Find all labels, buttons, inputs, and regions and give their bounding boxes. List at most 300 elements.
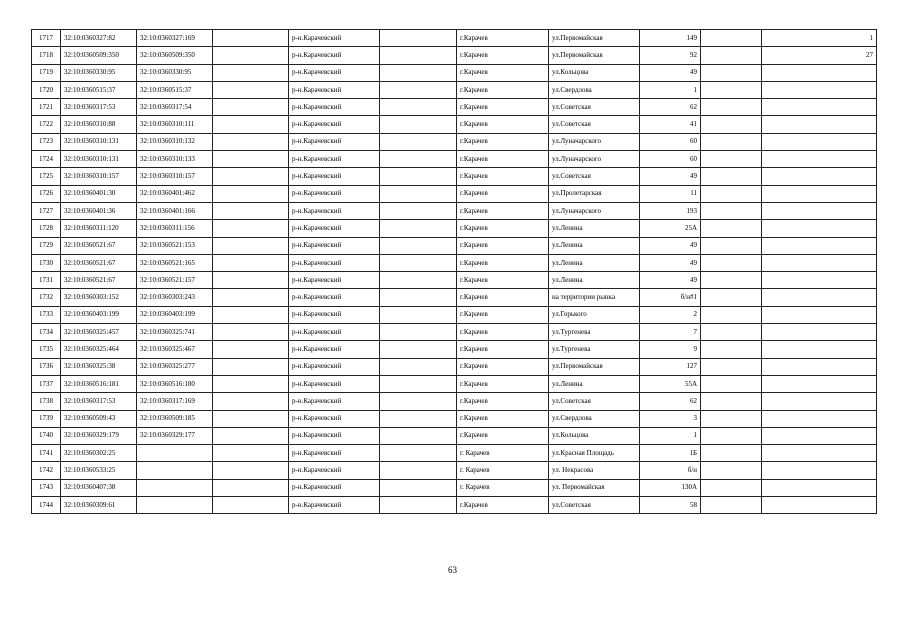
row-number-cell: 1734 — [32, 324, 61, 341]
empty-cell — [213, 462, 289, 479]
district-cell: р-н.Карачевский — [289, 64, 380, 81]
object-number-cell: 32:10:0360303:243 — [137, 289, 213, 306]
extra-cell — [701, 47, 762, 64]
empty-cell — [380, 220, 457, 237]
city-cell: г.Карачев — [457, 30, 549, 47]
street-cell: ул.Советская — [549, 393, 640, 410]
cadastral-number-cell: 32:10:0360401:30 — [61, 185, 137, 202]
table-row — [32, 133, 877, 150]
row-number-cell: 1723 — [32, 133, 61, 150]
street-cell: ул.Луначарского — [549, 202, 640, 219]
apartment-cell — [762, 168, 877, 185]
cadastral-number-cell: 32:10:0360401:36 — [61, 202, 137, 219]
apartment-cell — [762, 185, 877, 202]
apartment-cell — [762, 64, 877, 81]
city-cell: г. Карачев — [457, 462, 549, 479]
empty-cell — [213, 306, 289, 323]
table-row — [32, 30, 877, 47]
empty-cell — [213, 202, 289, 219]
cadastral-number-cell: 32:10:0360303:152 — [61, 289, 137, 306]
object-number-cell: 32:10:0360521:157 — [137, 272, 213, 289]
street-cell: ул.Советская — [549, 497, 640, 514]
empty-cell — [213, 393, 289, 410]
street-cell: ул.Советская — [549, 168, 640, 185]
empty-cell — [380, 30, 457, 47]
empty-cell — [380, 462, 457, 479]
house-number-cell: б/н — [640, 462, 701, 479]
apartment-cell — [762, 393, 877, 410]
table-row — [32, 99, 877, 116]
extra-cell — [701, 116, 762, 133]
empty-cell — [380, 358, 457, 375]
cadastral-number-cell: 32:10:0360327:82 — [61, 30, 137, 47]
row-number-cell: 1735 — [32, 341, 61, 358]
cadastral-number-cell: 32:10:0360325:38 — [61, 358, 137, 375]
apartment-cell — [762, 497, 877, 514]
district-cell: р-н.Карачевский — [289, 479, 380, 496]
row-number-cell: 1736 — [32, 358, 61, 375]
street-cell: ул.Свердлова — [549, 410, 640, 427]
empty-cell — [213, 64, 289, 81]
empty-cell — [213, 220, 289, 237]
cadastral-number-cell: 32:10:0360533:25 — [61, 462, 137, 479]
extra-cell — [701, 479, 762, 496]
street-cell: ул.Советская — [549, 99, 640, 116]
district-cell: р-н.Карачевский — [289, 30, 380, 47]
district-cell: р-н.Карачевский — [289, 393, 380, 410]
empty-cell — [380, 410, 457, 427]
table-row — [32, 479, 877, 496]
street-cell: ул.Ленина — [549, 220, 640, 237]
table-row — [32, 185, 877, 202]
row-number-cell: 1732 — [32, 289, 61, 306]
empty-cell — [213, 237, 289, 254]
apartment-cell — [762, 375, 877, 392]
apartment-cell — [762, 410, 877, 427]
row-number-cell: 1721 — [32, 99, 61, 116]
house-number-cell: 62 — [640, 393, 701, 410]
extra-cell — [701, 30, 762, 47]
row-number-cell: 1717 — [32, 30, 61, 47]
extra-cell — [701, 237, 762, 254]
empty-cell — [213, 168, 289, 185]
district-cell: р-н.Карачевский — [289, 289, 380, 306]
apartment-cell — [762, 99, 877, 116]
apartment-cell — [762, 254, 877, 271]
extra-cell — [701, 202, 762, 219]
table-row — [32, 220, 877, 237]
empty-cell — [380, 99, 457, 116]
table-row — [32, 289, 877, 306]
house-number-cell: 193 — [640, 202, 701, 219]
empty-cell — [213, 341, 289, 358]
apartment-cell — [762, 133, 877, 150]
city-cell: г.Карачев — [457, 47, 549, 64]
street-cell: ул. Некрасова — [549, 462, 640, 479]
district-cell: р-н.Карачевский — [289, 81, 380, 98]
city-cell: г.Карачев — [457, 81, 549, 98]
apartment-cell — [762, 289, 877, 306]
city-cell: г.Карачев — [457, 289, 549, 306]
cadastral-number-cell: 32:10:0360407:38 — [61, 479, 137, 496]
house-number-cell: 11 — [640, 185, 701, 202]
table-row — [32, 324, 877, 341]
house-number-cell: 49 — [640, 254, 701, 271]
district-cell: р-н.Карачевский — [289, 375, 380, 392]
cadastral-number-cell: 32:10:0360509:350 — [61, 47, 137, 64]
empty-cell — [213, 185, 289, 202]
city-cell: г.Карачев — [457, 410, 549, 427]
empty-cell — [213, 116, 289, 133]
extra-cell — [701, 133, 762, 150]
empty-cell — [380, 64, 457, 81]
extra-cell — [701, 185, 762, 202]
row-number-cell: 1743 — [32, 479, 61, 496]
street-cell: ул.Ленина — [549, 272, 640, 289]
city-cell: г.Карачев — [457, 254, 549, 271]
house-number-cell: 49 — [640, 272, 701, 289]
house-number-cell: 49 — [640, 168, 701, 185]
cadastral-number-cell: 32:10:0360521:67 — [61, 237, 137, 254]
object-number-cell: 32:10:0360325:277 — [137, 358, 213, 375]
city-cell: г.Карачев — [457, 497, 549, 514]
object-number-cell: 32:10:0360509:350 — [137, 47, 213, 64]
extra-cell — [701, 254, 762, 271]
house-number-cell: 127 — [640, 358, 701, 375]
object-number-cell: 32:10:0360310:111 — [137, 116, 213, 133]
object-number-cell: 32:10:0360521:153 — [137, 237, 213, 254]
table-row — [32, 64, 877, 81]
extra-cell — [701, 99, 762, 116]
district-cell: р-н.Карачевский — [289, 497, 380, 514]
extra-cell — [701, 64, 762, 81]
object-number-cell: 32:10:0360310:132 — [137, 133, 213, 150]
street-cell: ул.Первомайская — [549, 358, 640, 375]
row-number-cell: 1737 — [32, 375, 61, 392]
object-number-cell: 32:10:0360310:157 — [137, 168, 213, 185]
row-number-cell: 1739 — [32, 410, 61, 427]
row-number-cell: 1720 — [32, 81, 61, 98]
house-number-cell: 41 — [640, 116, 701, 133]
street-cell: ул.Свердлова — [549, 81, 640, 98]
district-cell: р-н.Карачевский — [289, 47, 380, 64]
house-number-cell: 7 — [640, 324, 701, 341]
empty-cell — [380, 237, 457, 254]
empty-cell — [213, 151, 289, 168]
object-number-cell: 32:10:0360317:54 — [137, 99, 213, 116]
street-cell: ул.Первомайская — [549, 30, 640, 47]
district-cell: р-н.Карачевский — [289, 462, 380, 479]
house-number-cell: 9 — [640, 341, 701, 358]
empty-cell — [213, 427, 289, 444]
street-cell: ул.Луначарского — [549, 133, 640, 150]
house-number-cell: 3 — [640, 410, 701, 427]
cadastral-number-cell: 32:10:0360325:464 — [61, 341, 137, 358]
house-number-cell: 62 — [640, 99, 701, 116]
cadastral-number-cell: 32:10:0360317:53 — [61, 99, 137, 116]
empty-cell — [213, 289, 289, 306]
extra-cell — [701, 410, 762, 427]
district-cell: р-н.Карачевский — [289, 151, 380, 168]
table-row — [32, 393, 877, 410]
district-cell: р-н.Карачевский — [289, 99, 380, 116]
empty-cell — [380, 133, 457, 150]
apartment-cell — [762, 202, 877, 219]
house-number-cell: 49 — [640, 64, 701, 81]
city-cell: г.Карачев — [457, 427, 549, 444]
object-number-cell: 32:10:0360521:165 — [137, 254, 213, 271]
street-cell: ул.Тургенева — [549, 324, 640, 341]
empty-cell — [213, 479, 289, 496]
district-cell: р-н.Карачевский — [289, 168, 380, 185]
row-number-cell: 1744 — [32, 497, 61, 514]
empty-cell — [380, 445, 457, 462]
empty-cell — [380, 324, 457, 341]
object-number-cell: 32:10:0360317:169 — [137, 393, 213, 410]
table-row — [32, 81, 877, 98]
empty-cell — [380, 254, 457, 271]
cadastral-number-cell: 32:10:0360330:95 — [61, 64, 137, 81]
cadastral-number-cell: 32:10:0360325:457 — [61, 324, 137, 341]
table-row — [32, 168, 877, 185]
district-cell: р-н.Карачевский — [289, 237, 380, 254]
empty-cell — [380, 427, 457, 444]
empty-cell — [380, 202, 457, 219]
extra-cell — [701, 220, 762, 237]
city-cell: г.Карачев — [457, 185, 549, 202]
object-number-cell: 32:10:0360311:156 — [137, 220, 213, 237]
house-number-cell: 55А — [640, 375, 701, 392]
apartment-cell — [762, 341, 877, 358]
empty-cell — [213, 99, 289, 116]
city-cell: г.Карачев — [457, 341, 549, 358]
house-number-cell: 25А — [640, 220, 701, 237]
city-cell: г.Карачев — [457, 358, 549, 375]
cadastral-number-cell: 32:10:0360516:181 — [61, 375, 137, 392]
empty-cell — [380, 393, 457, 410]
district-cell: р-н.Карачевский — [289, 445, 380, 462]
city-cell: г.Карачев — [457, 116, 549, 133]
empty-cell — [380, 168, 457, 185]
table-row — [32, 151, 877, 168]
district-cell: р-н.Карачевский — [289, 116, 380, 133]
street-cell: ул.Кольцова — [549, 64, 640, 81]
apartment-cell — [762, 116, 877, 133]
cadastral-number-cell: 32:10:0360309:61 — [61, 497, 137, 514]
table-row — [32, 237, 877, 254]
apartment-cell — [762, 220, 877, 237]
apartment-cell — [762, 151, 877, 168]
empty-cell — [213, 81, 289, 98]
row-number-cell: 1728 — [32, 220, 61, 237]
house-number-cell: 58 — [640, 497, 701, 514]
cadastral-number-cell: 32:10:0360310:131 — [61, 133, 137, 150]
city-cell: г. Карачев — [457, 479, 549, 496]
house-number-cell: 49 — [640, 237, 701, 254]
house-number-cell: 1 — [640, 427, 701, 444]
empty-cell — [380, 47, 457, 64]
empty-cell — [213, 375, 289, 392]
district-cell: р-н.Карачевский — [289, 202, 380, 219]
table-row — [32, 462, 877, 479]
empty-cell — [213, 254, 289, 271]
row-number-cell: 1725 — [32, 168, 61, 185]
extra-cell — [701, 358, 762, 375]
cadastral-number-cell: 32:10:0360302:25 — [61, 445, 137, 462]
apartment-cell — [762, 324, 877, 341]
table-row — [32, 254, 877, 271]
row-number-cell: 1733 — [32, 306, 61, 323]
extra-cell — [701, 306, 762, 323]
empty-cell — [380, 479, 457, 496]
table-row — [32, 375, 877, 392]
table-row — [32, 410, 877, 427]
apartment-cell — [762, 358, 877, 375]
cadastral-number-cell: 32:10:0360509:43 — [61, 410, 137, 427]
house-number-cell: 1 — [640, 81, 701, 98]
table-body — [32, 30, 877, 514]
district-cell: р-н.Карачевский — [289, 410, 380, 427]
row-number-cell: 1726 — [32, 185, 61, 202]
empty-cell — [380, 289, 457, 306]
object-number-cell: 32:10:0360330:95 — [137, 64, 213, 81]
table-row — [32, 358, 877, 375]
district-cell: р-н.Карачевский — [289, 341, 380, 358]
empty-cell — [213, 272, 289, 289]
registry-table — [31, 29, 877, 514]
district-cell: р-н.Карачевский — [289, 254, 380, 271]
house-number-cell: 149 — [640, 30, 701, 47]
object-number-cell — [137, 497, 213, 514]
apartment-cell — [762, 445, 877, 462]
object-number-cell: 32:10:0360516:180 — [137, 375, 213, 392]
extra-cell — [701, 81, 762, 98]
district-cell: р-н.Карачевский — [289, 272, 380, 289]
district-cell: р-н.Карачевский — [289, 427, 380, 444]
cadastral-number-cell: 32:10:0360317:53 — [61, 393, 137, 410]
city-cell: г. Карачев — [457, 445, 549, 462]
extra-cell — [701, 375, 762, 392]
district-cell: р-н.Карачевский — [289, 133, 380, 150]
cadastral-number-cell: 32:10:0360403:199 — [61, 306, 137, 323]
cadastral-number-cell: 32:10:0360310:131 — [61, 151, 137, 168]
city-cell: г.Карачев — [457, 324, 549, 341]
street-cell: ул.Советская — [549, 116, 640, 133]
table-row — [32, 202, 877, 219]
extra-cell — [701, 427, 762, 444]
house-number-cell: 92 — [640, 47, 701, 64]
empty-cell — [213, 445, 289, 462]
empty-cell — [380, 185, 457, 202]
row-number-cell: 1742 — [32, 462, 61, 479]
object-number-cell — [137, 445, 213, 462]
row-number-cell: 1719 — [32, 64, 61, 81]
house-number-cell: 130А — [640, 479, 701, 496]
empty-cell — [380, 375, 457, 392]
table-row — [32, 341, 877, 358]
empty-cell — [213, 47, 289, 64]
empty-cell — [213, 358, 289, 375]
object-number-cell — [137, 462, 213, 479]
extra-cell — [701, 324, 762, 341]
district-cell: р-н.Карачевский — [289, 358, 380, 375]
row-number-cell: 1730 — [32, 254, 61, 271]
extra-cell — [701, 289, 762, 306]
cadastral-number-cell: 32:10:0360521:67 — [61, 272, 137, 289]
apartment-cell — [762, 462, 877, 479]
object-number-cell: 32:10:0360509:185 — [137, 410, 213, 427]
row-number-cell: 1727 — [32, 202, 61, 219]
street-cell: на территории рынка — [549, 289, 640, 306]
city-cell: г.Карачев — [457, 272, 549, 289]
city-cell: г.Карачев — [457, 202, 549, 219]
city-cell: г.Карачев — [457, 220, 549, 237]
house-number-cell: 1Б — [640, 445, 701, 462]
street-cell: ул.Ленина — [549, 237, 640, 254]
row-number-cell: 1740 — [32, 427, 61, 444]
street-cell: ул.Ленина — [549, 375, 640, 392]
object-number-cell: 32:10:0360325:741 — [137, 324, 213, 341]
city-cell: г.Карачев — [457, 133, 549, 150]
cadastral-number-cell: 32:10:0360521:67 — [61, 254, 137, 271]
city-cell: г.Карачев — [457, 99, 549, 116]
row-number-cell: 1724 — [32, 151, 61, 168]
cadastral-number-cell: 32:10:0360515:37 — [61, 81, 137, 98]
street-cell: ул. Первомайская — [549, 479, 640, 496]
empty-cell — [380, 151, 457, 168]
row-number-cell: 1731 — [32, 272, 61, 289]
empty-cell — [380, 272, 457, 289]
empty-cell — [213, 30, 289, 47]
district-cell: р-н.Карачевский — [289, 220, 380, 237]
city-cell: г.Карачев — [457, 237, 549, 254]
cadastral-number-cell: 32:10:0360329:179 — [61, 427, 137, 444]
table-row — [32, 427, 877, 444]
table-row — [32, 272, 877, 289]
extra-cell — [701, 168, 762, 185]
street-cell: ул.Тургенева — [549, 341, 640, 358]
city-cell: г.Карачев — [457, 306, 549, 323]
empty-cell — [380, 497, 457, 514]
cadastral-number-cell: 32:10:0360311:120 — [61, 220, 137, 237]
object-number-cell: 32:10:0360310:133 — [137, 151, 213, 168]
extra-cell — [701, 272, 762, 289]
apartment-cell — [762, 81, 877, 98]
object-number-cell: 32:10:0360403:199 — [137, 306, 213, 323]
apartment-cell — [762, 306, 877, 323]
apartment-cell: 27 — [762, 47, 877, 64]
table-row — [32, 47, 877, 64]
city-cell: г.Карачев — [457, 168, 549, 185]
object-number-cell: 32:10:0360515:37 — [137, 81, 213, 98]
apartment-cell — [762, 479, 877, 496]
object-number-cell: 32:10:0360401:462 — [137, 185, 213, 202]
cadastral-number-cell: 32:10:0360310:88 — [61, 116, 137, 133]
street-cell: ул.Горького — [549, 306, 640, 323]
house-number-cell: 60 — [640, 133, 701, 150]
object-number-cell: 32:10:0360327:169 — [137, 30, 213, 47]
empty-cell — [213, 497, 289, 514]
row-number-cell: 1718 — [32, 47, 61, 64]
district-cell: р-н.Карачевский — [289, 306, 380, 323]
house-number-cell: 60 — [640, 151, 701, 168]
street-cell: ул.Пролетарская — [549, 185, 640, 202]
city-cell: г.Карачев — [457, 64, 549, 81]
empty-cell — [380, 306, 457, 323]
house-number-cell: б/н#1 — [640, 289, 701, 306]
row-number-cell: 1722 — [32, 116, 61, 133]
empty-cell — [380, 341, 457, 358]
